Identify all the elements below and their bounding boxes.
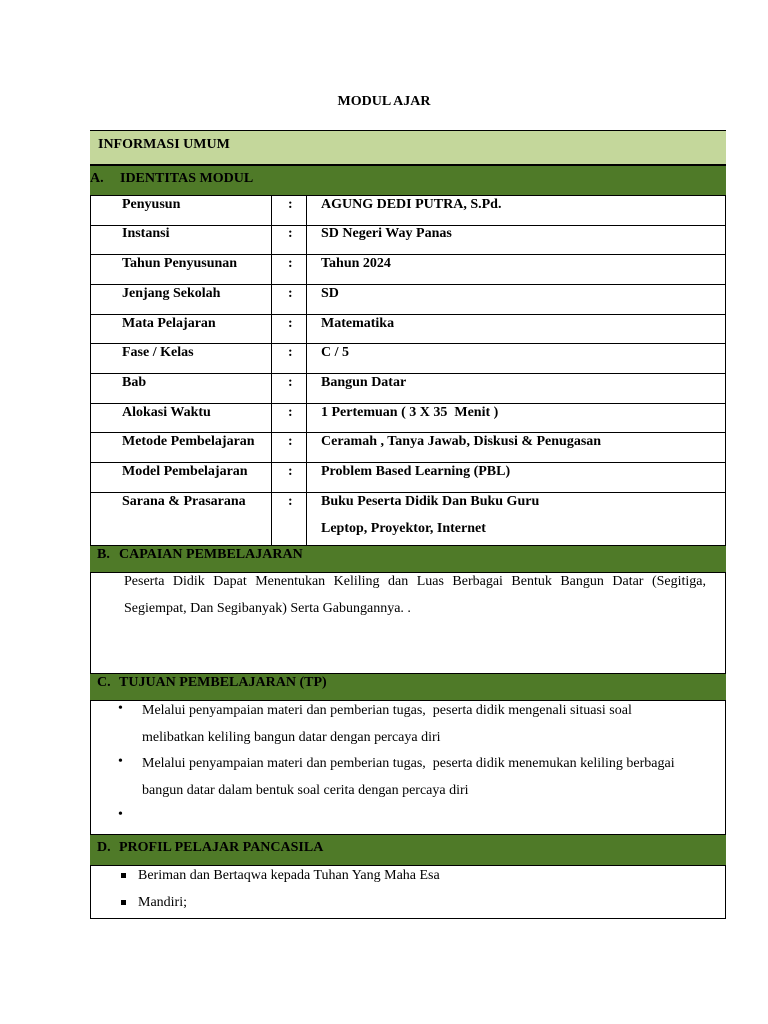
section-a-letter: A.: [90, 171, 104, 186]
tujuan-item-line2: bangun datar dalam bentuk soal cerita dengan percaya diri: [142, 783, 469, 798]
identity-value: 1 Pertemuan ( 3 X 35 Menit ): [321, 405, 499, 420]
row-divider: [90, 432, 726, 433]
identity-label: Alokasi Waktu: [122, 405, 211, 420]
section-a-label: IDENTITAS MODUL: [120, 171, 254, 186]
identity-value: Buku Peserta Didik Dan Buku Guru: [321, 494, 540, 509]
identity-value: Matematika: [321, 316, 395, 331]
identity-col-divider-2: [306, 196, 307, 546]
row-divider: [90, 492, 726, 493]
square-bullet-icon: [121, 873, 126, 878]
identity-label: Jenjang Sekolah: [122, 286, 221, 301]
identity-value: Bangun Datar: [321, 375, 407, 390]
bullet-icon: •: [118, 754, 123, 769]
identity-label: Sarana & Prasarana: [122, 494, 246, 509]
identity-colon: :: [288, 256, 293, 271]
section-d-letter: D.: [97, 840, 111, 855]
section-b-label: CAPAIAN PEMBELAJARAN: [119, 547, 303, 562]
identity-value: Problem Based Learning (PBL): [321, 464, 511, 479]
identity-col-divider-1: [271, 196, 272, 546]
identity-value: C / 5: [321, 345, 349, 360]
identity-colon: :: [288, 405, 293, 420]
identity-colon: :: [288, 316, 293, 331]
identity-value: Ceramah , Tanya Jawab, Diskusi & Penugasan: [321, 434, 602, 449]
identity-label: Bab: [122, 375, 147, 390]
identity-label: Mata Pelajaran: [122, 316, 216, 331]
section-c-letter: C.: [97, 675, 111, 690]
identity-colon: :: [288, 345, 293, 360]
identity-value: AGUNG DEDI PUTRA, S.Pd.: [321, 197, 502, 212]
identity-colon: :: [288, 434, 293, 449]
identity-colon: :: [288, 464, 293, 479]
capaian-text-line1: Peserta Didik Dapat Menentukan Keliling dan Luas Berbagai Bentuk Bangun Datar (Segitiga,: [124, 574, 706, 589]
section-b-letter: B.: [97, 547, 110, 562]
identity-label: Model Pembelajaran: [122, 464, 248, 479]
tujuan-item-line1: Melalui penyampaian materi dan pemberian tugas, peserta didik mengenali situasi soal: [142, 703, 632, 718]
row-divider: [90, 403, 726, 404]
informasi-umum-label: INFORMASI UMUM: [98, 137, 230, 152]
profil-item-text: Mandiri;: [138, 895, 187, 910]
identity-label: Penyusun: [122, 197, 181, 212]
identity-label: Tahun Penyusunan: [122, 256, 238, 271]
section-c-label: TUJUAN PEMBELAJARAN (TP): [119, 675, 327, 690]
bullet-icon: •: [118, 701, 123, 716]
empty-bullet-icon: •: [118, 807, 123, 822]
identity-colon: :: [288, 197, 293, 212]
section-a-header: [90, 165, 726, 196]
tujuan-item-line2: melibatkan keliling bangun datar dengan percaya diri: [142, 730, 441, 745]
identity-value: Tahun 2024: [321, 256, 391, 271]
row-divider: [90, 314, 726, 315]
identity-value: SD: [321, 286, 339, 301]
informasi-umum-header: [90, 130, 726, 165]
identity-colon: :: [288, 286, 293, 301]
identity-value: SD Negeri Way Panas: [321, 226, 452, 241]
profil-item-text: Beriman dan Bertaqwa kepada Tuhan Yang Maha Esa: [138, 868, 440, 883]
identity-colon: :: [288, 494, 293, 509]
tujuan-item-line1: Melalui penyampaian materi dan pemberian tugas, peserta didik menemukan keliling berbagai: [142, 756, 675, 771]
document-title: MODUL AJAR: [337, 94, 431, 109]
row-divider: [90, 373, 726, 374]
identity-label: Metode Pembelajaran: [122, 434, 255, 449]
row-divider: [90, 284, 726, 285]
row-divider: [90, 343, 726, 344]
identity-colon: :: [288, 226, 293, 241]
identity-label: Fase / Kelas: [122, 345, 194, 360]
capaian-text-line2: Segiempat, Dan Segibanyak) Serta Gabungannya. .: [124, 601, 411, 616]
identity-label: Instansi: [122, 226, 170, 241]
row-divider: [90, 462, 726, 463]
section-d-label: PROFIL PELAJAR PANCASILA: [119, 840, 324, 855]
row-divider: [90, 254, 726, 255]
identity-value-line2: Leptop, Proyektor, Internet: [321, 521, 486, 536]
square-bullet-icon: [121, 900, 126, 905]
identity-colon: :: [288, 375, 293, 390]
